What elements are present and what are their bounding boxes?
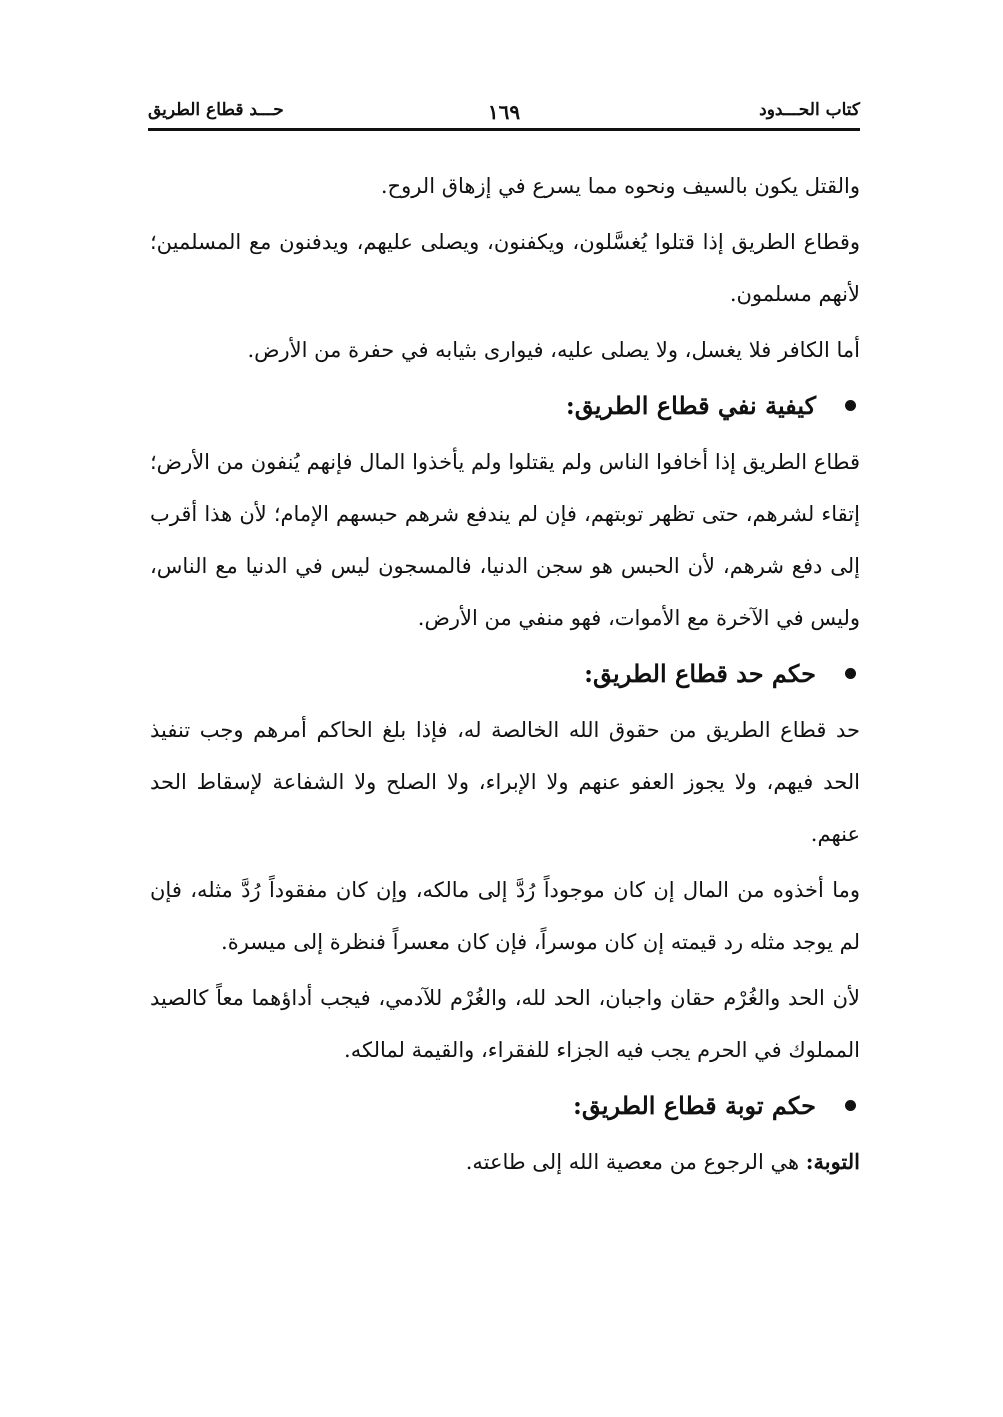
- bullet-icon: [845, 668, 856, 679]
- paragraph-disbeliever-burial: أما الكافر فلا يغسل، ولا يصلى عليه، فيوارى بثيابه في حفرة من الأرض.: [247, 338, 860, 362]
- heading-repentance: [150, 1080, 860, 1132]
- heading-ruling-punishment-text: حكم حد قطاع الطريق:: [584, 659, 816, 688]
- paragraph-banishment: قطاع الطريق إذا أخافوا الناس ولم يقتلوا ولم يأخذوا المال فإنهم يُنفون من الأرض؛ إتقاء لشرهم، حتى تظهر توبتهم، فإن لم يندفع شرهم حبسهم الإمام؛ لأن هذا أقرب إلى دفع شرهم، لأن الحبس هو سجن الدنيا، فالمسجون ليس في الدنيا مع الناس، وليس في الآخرة مع الأموات، فهو منفي من الأرض.: [150, 450, 860, 630]
- paragraph-two-obligations: لأن الحد والغُرْم حقان واجبان، الحد لله، والغُرْم للآدمي، فيجب أداؤهما معاً كالصيد المملوك في الحرم يجب فيه الجزاء للفقراء، والقيمة لمالكه.: [150, 986, 860, 1062]
- heading-banishment: [150, 380, 860, 432]
- page-body: [150, 160, 860, 1280]
- bullet-icon: [845, 400, 856, 411]
- heading-ruling-punishment: [150, 648, 860, 700]
- bullet-icon: [845, 1100, 856, 1111]
- paragraph-repentance-definition: [150, 1136, 860, 1188]
- header-chapter-title: حـــد قطاع الطريق: [148, 100, 284, 120]
- paragraph-rights-of-allah: حد قطاع الطريق من حقوق الله الخالصة له، فإذا بلغ الحاكم أمرهم وجب تنفيذ الحد فيهم، ولا يجوز العفو عنهم ولا الإبراء، ولا الصلح ولا الشفاعة لإسقاط الحد عنهم.: [150, 718, 860, 846]
- paragraph-returned-property: وما أخذوه من المال إن كان موجوداً رُدَّ إلى مالكه، وإن كان مفقوداً رُدَّ مثله، فإن لم يوجد مثله رد قيمته إن كان موسراً، فإن كان معسراً فنظرة إلى ميسرة.: [150, 878, 860, 954]
- term-repentance: التوبة:: [805, 1149, 860, 1174]
- paragraph-washing-bandits: وقطاع الطريق إذا قتلوا يُغسَّلون، ويكفنون، ويصلى عليهم، ويدفنون مع المسلمين؛ لأنهم مسلمون.: [150, 230, 860, 306]
- header-book-title: كتاب الحـــدود: [759, 100, 860, 120]
- heading-banishment-text: كيفية نفي قطاع الطريق:: [565, 391, 816, 420]
- page-number: ١٦٩: [487, 100, 521, 124]
- repentance-definition-text: هي الرجوع من معصية الله إلى طاعته.: [465, 1150, 806, 1174]
- running-header: [148, 98, 860, 132]
- heading-repentance-text: حكم توبة قطاع الطريق:: [572, 1091, 816, 1120]
- header-rule: [148, 128, 860, 131]
- paragraph-killing-method: والقتل يكون بالسيف ونحوه مما يسرع في إزهاق الروح.: [380, 174, 860, 198]
